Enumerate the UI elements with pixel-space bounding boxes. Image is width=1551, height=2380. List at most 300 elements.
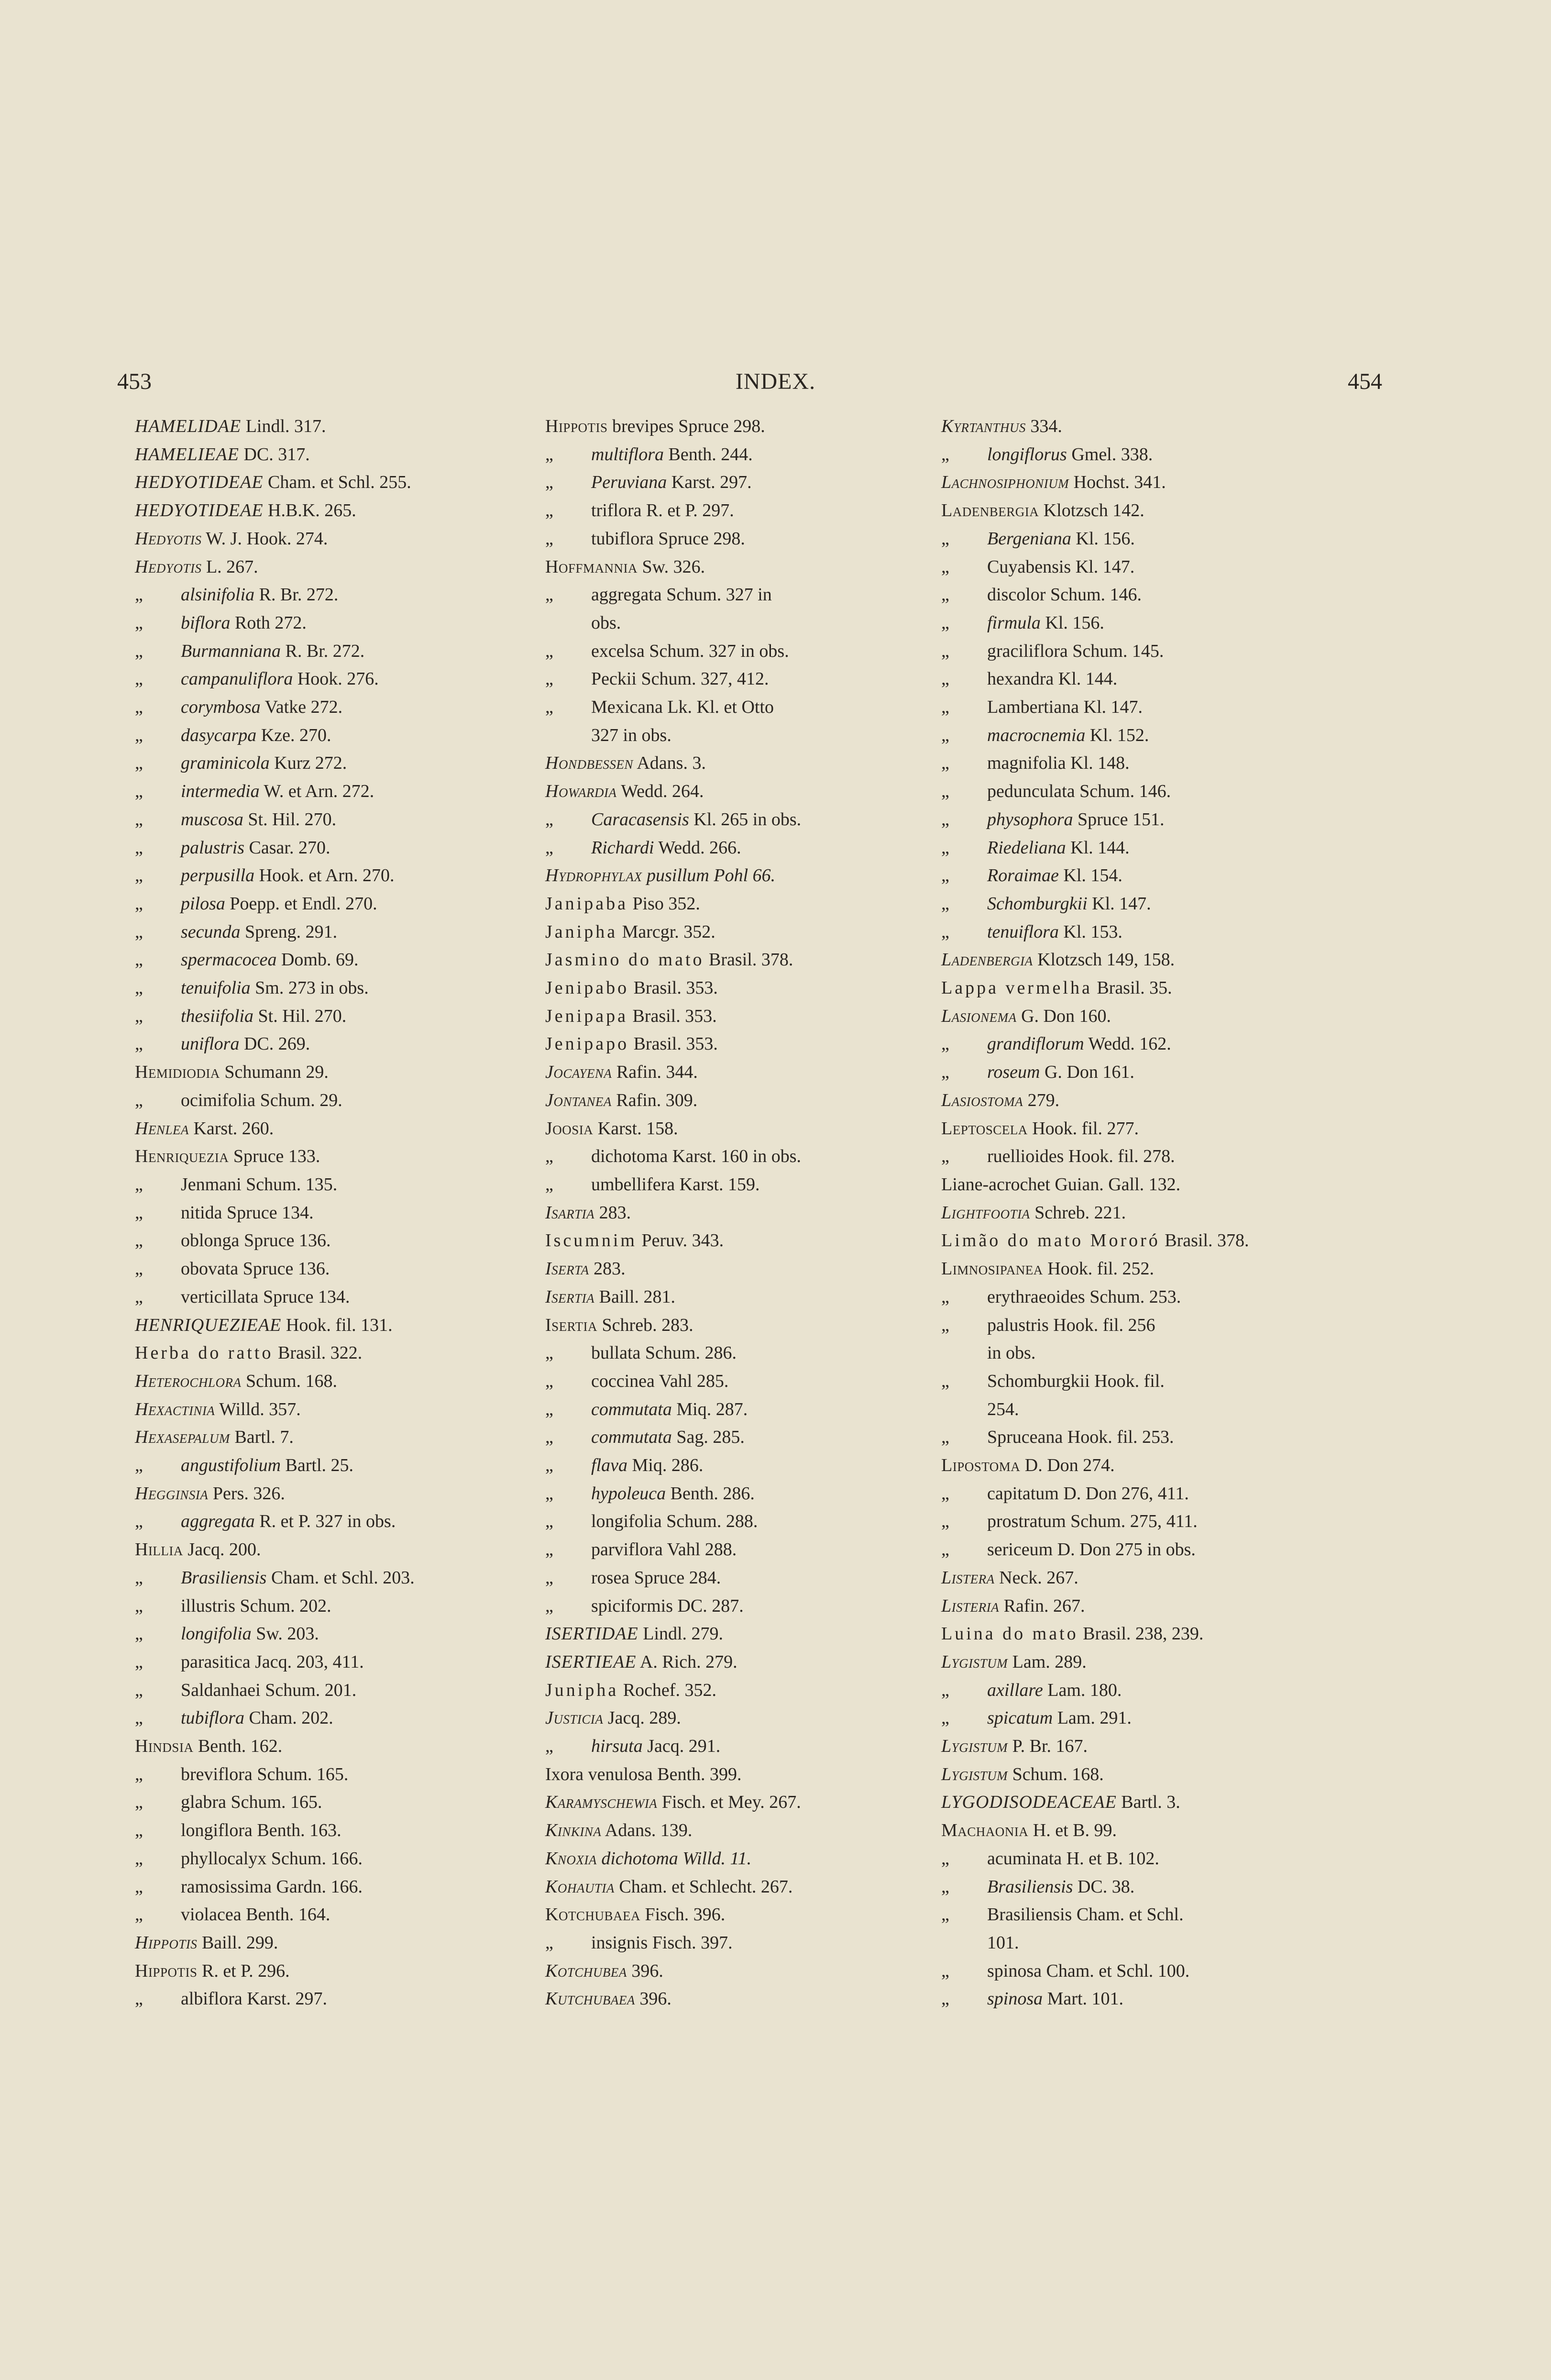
index-entry	[941, 441, 1348, 469]
index-entry	[135, 1199, 527, 1227]
index-entry	[545, 946, 952, 974]
ditto-mark: „	[941, 641, 949, 661]
index-entry	[135, 1648, 527, 1676]
index-entry	[941, 1845, 1348, 1873]
species-name: Cuyabensis	[987, 556, 1071, 577]
ditto-mark: „	[135, 893, 143, 914]
species-name: Mexicana	[591, 697, 663, 718]
entry-reference: brevipes Spruce 298.	[607, 416, 765, 436]
species-name: commutata	[591, 1427, 672, 1448]
entry-reference: P. Br. 167.	[1008, 1736, 1088, 1757]
index-entry	[545, 1592, 952, 1620]
entry-reference: Schum. 275, 411.	[1066, 1511, 1198, 1532]
ditto-mark: „	[941, 1483, 949, 1504]
index-entry	[135, 1002, 527, 1030]
entry-reference: Hook. fil. 277.	[1027, 1118, 1139, 1139]
index-entry	[941, 1002, 1348, 1030]
index-entry	[545, 1507, 952, 1536]
species-name: grandiflorum	[987, 1034, 1084, 1054]
entry-reference: Kl. 148.	[1066, 753, 1130, 774]
entry-reference: R. Br. 272.	[254, 585, 339, 605]
entry-reference: L. 267.	[201, 556, 258, 577]
entry-reference: Schumann 29.	[220, 1062, 329, 1083]
species-entry	[941, 525, 1135, 553]
species-name: longiflorus	[987, 444, 1067, 465]
entry-reference: Lindl. 317.	[241, 416, 326, 436]
entry-reference: R. et P. 296.	[197, 1960, 290, 1981]
index-entry	[941, 525, 1348, 553]
species-name: acuminata	[987, 1848, 1062, 1869]
index-entry	[941, 834, 1348, 862]
species-name: thesiifolia	[181, 1006, 253, 1026]
species-entry	[135, 1564, 415, 1592]
entry-reference: Lam. 180.	[1043, 1680, 1122, 1700]
ditto-mark: „	[135, 781, 143, 802]
species-name: insignis	[591, 1932, 648, 1953]
index-entry	[135, 412, 527, 441]
genus-name: Heterochlora	[135, 1371, 242, 1391]
index-entry	[941, 1676, 1348, 1705]
genus-name: Henriquezia	[135, 1146, 229, 1167]
ditto-mark: „	[135, 641, 143, 661]
ditto-mark: „	[941, 1286, 949, 1307]
index-entry	[941, 1480, 1348, 1508]
genus-name: Hindsia	[135, 1736, 194, 1757]
ditto-mark: „	[941, 809, 949, 830]
entry-reference: Piso 352.	[627, 893, 700, 914]
entry-reference: Brasil. 353.	[627, 1006, 717, 1026]
ditto-mark: „	[545, 1427, 553, 1448]
entry-reference: Schum. 146.	[1045, 585, 1142, 605]
index-entry	[545, 1648, 952, 1676]
index-entry	[135, 1058, 527, 1086]
entry-reference: Vahl 288.	[662, 1539, 737, 1560]
species-entry	[135, 1227, 330, 1255]
ditto-mark: „	[941, 753, 949, 774]
index-entry	[545, 1676, 952, 1705]
ditto-mark: „	[941, 1904, 949, 1925]
ditto-mark: „	[941, 1708, 949, 1728]
species-name: roseum	[987, 1062, 1040, 1083]
index-entry	[941, 637, 1348, 665]
index-entry	[545, 890, 952, 918]
ditto-mark: „	[135, 1259, 143, 1279]
species-name: umbellifera	[591, 1174, 675, 1195]
genus-name: Joosia	[545, 1118, 594, 1139]
species-entry	[135, 693, 342, 721]
family-name: HAMELIEAE	[135, 444, 239, 465]
species-entry	[135, 1030, 310, 1058]
genus-name: Kyrtanthus	[941, 416, 1026, 436]
entry-reference: Karst. 297.	[667, 472, 752, 493]
ditto-mark: „	[941, 1315, 949, 1335]
entry-reference: Brasil. 353.	[629, 978, 718, 998]
entry-reference: 396.	[627, 1960, 663, 1981]
vernacular-name: Jenipabo	[545, 978, 629, 998]
entry-reference: Roth 272.	[230, 612, 307, 633]
entry-reference: W. J. Hook. 274.	[201, 528, 328, 549]
entry-reference: Karst. 159.	[675, 1174, 760, 1195]
index-entry	[941, 1086, 1348, 1115]
entry-reference: Hook. fil.	[1089, 1371, 1165, 1391]
index-entry	[941, 721, 1348, 750]
genus-name: Lightfootia	[941, 1202, 1030, 1223]
index-entry	[545, 862, 952, 890]
species-name: tubiflora	[591, 528, 654, 549]
index-entry	[135, 1423, 527, 1451]
entry-reference: Wedd. 266.	[654, 837, 741, 858]
index-entry	[135, 693, 527, 721]
entry-reference: Brasil. 353.	[629, 1034, 718, 1054]
species-name: Spruceana	[987, 1427, 1063, 1448]
species-name: campanuliflora	[181, 669, 293, 689]
entry-reference: Benth. 163.	[252, 1820, 341, 1841]
entry-reference: Adans. 3.	[633, 753, 706, 774]
index-entry	[135, 1480, 527, 1508]
ditto-mark: „	[941, 669, 949, 689]
index-entry	[135, 1283, 527, 1311]
entry-reference: DC. 287.	[672, 1595, 744, 1616]
ditto-mark: „	[545, 1932, 553, 1953]
genus-name: Jocayena	[545, 1062, 612, 1083]
entry-reference: Brasil. 378.	[704, 950, 793, 970]
species-entry	[941, 1704, 1132, 1732]
ditto-mark: „	[135, 1764, 143, 1784]
index-entry	[135, 497, 527, 525]
species-entry	[545, 1339, 737, 1367]
index-entry	[135, 834, 527, 862]
species-name: nitida	[181, 1202, 222, 1223]
index-entry	[545, 1142, 952, 1171]
species-entry	[941, 1676, 1122, 1705]
species-name: aggregata	[181, 1511, 255, 1532]
index-entry	[941, 553, 1348, 581]
species-entry	[135, 890, 377, 918]
species-entry	[941, 1283, 1181, 1311]
ditto-mark: „	[545, 1736, 553, 1757]
index-entry	[941, 1395, 1348, 1424]
index-entry	[135, 525, 527, 553]
ditto-mark: „	[545, 472, 553, 493]
entry-reference: Spruce 284.	[629, 1567, 721, 1588]
index-entry	[135, 1929, 527, 1957]
entry-reference: Karst. 160 in obs.	[668, 1146, 802, 1167]
genus-name: Lygistum	[941, 1736, 1008, 1757]
ditto-mark: „	[941, 1062, 949, 1083]
vernacular-name: Janipaba	[545, 893, 628, 914]
species-entry	[941, 1367, 1165, 1395]
entry-reference: Fisch. 396.	[640, 1904, 726, 1925]
ditto-mark: „	[135, 1174, 143, 1195]
species-name: longifolia	[181, 1624, 252, 1644]
species-name: palustris	[181, 837, 245, 858]
index-entry	[941, 1564, 1348, 1592]
species-entry	[135, 1901, 330, 1929]
ditto-mark: „	[135, 1680, 143, 1700]
entry-reference: Spruce 151.	[1073, 809, 1165, 830]
ditto-mark: „	[135, 1989, 143, 2009]
ditto-mark: „	[545, 1595, 553, 1616]
species-name: Bergeniana	[987, 528, 1071, 549]
index-entry	[135, 637, 527, 665]
index-entry	[135, 1536, 527, 1564]
species-name: magnifolia	[987, 753, 1066, 774]
index-entry	[941, 918, 1348, 946]
species-entry	[941, 693, 1143, 721]
ditto-mark: „	[135, 1567, 143, 1588]
species-entry	[545, 693, 774, 721]
ditto-mark: „	[545, 1371, 553, 1391]
ditto-mark: „	[941, 556, 949, 577]
index-entry	[135, 1171, 527, 1199]
entry-reference: Bartl. 3.	[1116, 1792, 1180, 1813]
species-name: tubiflora	[181, 1708, 245, 1728]
entry-reference: Wedd. 264.	[616, 781, 704, 802]
index-entry	[545, 1873, 952, 1901]
species-name: ruellioides	[987, 1146, 1064, 1167]
index-entry	[135, 1142, 527, 1171]
species-name: parviflora	[591, 1539, 663, 1560]
species-name: parasitica	[181, 1651, 251, 1672]
index-entry	[135, 862, 527, 890]
genus-name: Hedyotis	[135, 556, 202, 577]
species-name: Richardi	[591, 837, 654, 858]
species-entry	[135, 1985, 327, 2013]
index-entry	[941, 1732, 1348, 1760]
entry-reference: Karst. 158.	[593, 1118, 678, 1139]
ditto-mark: „	[941, 1876, 949, 1897]
genus-name: Isartia	[545, 1202, 595, 1223]
species-entry	[135, 1845, 363, 1873]
species-name: tenuifolia	[181, 978, 251, 998]
index-entry	[941, 1985, 1348, 2013]
ditto-mark: „	[941, 697, 949, 718]
species-entry	[941, 665, 1117, 693]
entry-reference: Neck. 267.	[994, 1567, 1078, 1588]
index-entry	[135, 1115, 527, 1143]
entry-reference: Kl. 147.	[1071, 556, 1135, 577]
species-entry	[941, 1311, 1155, 1339]
entry-reference: Schum. 286.	[640, 1343, 737, 1363]
index-entry	[545, 1788, 952, 1816]
index-entry	[135, 1507, 527, 1536]
index-entry	[941, 1311, 1348, 1339]
index-entry	[135, 1339, 527, 1367]
ditto-mark: „	[941, 528, 949, 549]
species-name: flava	[591, 1455, 627, 1476]
species-name: corymbosa	[181, 697, 261, 718]
species-entry	[135, 806, 336, 834]
family-name: HAMELIDAE	[135, 416, 242, 436]
entry-reference: Bartl. 25.	[281, 1455, 354, 1476]
ditto-mark: „	[545, 585, 553, 605]
index-entry	[941, 1957, 1348, 1985]
species-entry	[135, 918, 337, 946]
species-entry	[941, 1536, 1196, 1564]
index-entry	[545, 806, 952, 834]
ditto-mark: „	[545, 528, 553, 549]
genus-name: Kohautia	[545, 1876, 615, 1897]
species-name: Peruviana	[591, 472, 667, 493]
ditto-mark: „	[941, 837, 949, 858]
species-name: alsinifolia	[181, 585, 255, 605]
species-entry	[941, 1142, 1175, 1171]
entry-reference: Schum. 135.	[241, 1174, 338, 1195]
genus-name: Hoffmannia	[545, 556, 638, 577]
index-entry	[545, 1985, 952, 2013]
species-name: spinosa	[987, 1960, 1042, 1981]
species-entry	[941, 1507, 1198, 1536]
index-entry	[941, 1171, 1348, 1199]
entry-reference: Kl. 147.	[1079, 697, 1143, 718]
species-entry	[135, 1648, 364, 1676]
entry-reference: Sag. 285.	[671, 1427, 745, 1448]
index-entry	[941, 1929, 1348, 1957]
index-entry	[941, 749, 1348, 777]
entry-reference: Hook. fil. 256	[1048, 1315, 1155, 1335]
index-entry	[545, 1255, 952, 1283]
index-entry	[545, 609, 952, 637]
genus-name: Lygistum	[941, 1651, 1008, 1672]
ditto-mark: „	[135, 1034, 143, 1054]
genus-name: Lasionema	[941, 1006, 1017, 1026]
entry-reference: Jacq. 200.	[183, 1539, 261, 1560]
species-name: Saldanhaei	[181, 1680, 261, 1700]
species-entry	[941, 581, 1142, 609]
index-entry	[941, 890, 1348, 918]
species-name: triflora	[591, 500, 642, 521]
species-entry	[941, 1985, 1123, 2013]
entry-reference: Schreb. 221.	[1030, 1202, 1126, 1223]
entry-reference: Kl. 156.	[1040, 612, 1104, 633]
entry-reference: D. Don 274.	[1020, 1455, 1115, 1476]
index-entry	[545, 777, 952, 806]
species-name: oblonga	[181, 1230, 240, 1251]
species-entry	[941, 806, 1164, 834]
species-name: intermedia	[181, 781, 260, 802]
family-name: HEDYOTIDEAE	[135, 472, 264, 493]
genus-name: Listera	[941, 1567, 995, 1588]
species-name: Burmanniana	[181, 641, 281, 661]
index-entry	[545, 1058, 952, 1086]
ditto-mark: „	[135, 978, 143, 998]
index-entry	[135, 1592, 527, 1620]
species-entry	[941, 553, 1134, 581]
entry-reference: Peruv. 343.	[637, 1230, 724, 1251]
entry-reference: dichotoma Willd. 11.	[596, 1848, 752, 1869]
index-column-2	[545, 412, 952, 2013]
index-entry	[941, 1030, 1348, 1058]
entry-reference: Schum. 168.	[241, 1371, 338, 1391]
entry-reference: Cham. et Schl.	[1072, 1904, 1184, 1925]
species-name: longifolia	[591, 1511, 662, 1532]
ditto-mark: „	[941, 1427, 949, 1448]
species-entry	[545, 1395, 748, 1424]
entry-reference: Jacq. 291.	[642, 1736, 721, 1757]
species-entry	[135, 1255, 330, 1283]
species-entry	[545, 665, 769, 693]
species-entry	[545, 1480, 755, 1508]
entry-reference: Hochst. 341.	[1069, 472, 1166, 493]
species-name: Roraimae	[987, 865, 1059, 886]
ditto-mark: „	[941, 1960, 949, 1981]
species-name: bullata	[591, 1343, 641, 1363]
ditto-mark: „	[545, 697, 553, 718]
entry-reference: R. et P. 327 in obs.	[254, 1511, 396, 1532]
ditto-mark: „	[545, 1483, 553, 1504]
index-entry	[545, 1002, 952, 1030]
species-entry	[941, 777, 1171, 806]
index-entry	[545, 1115, 952, 1143]
species-name: Jenmani	[181, 1174, 242, 1195]
index-entry	[941, 1507, 1348, 1536]
species-name: spermacocea	[181, 950, 277, 970]
species-name: aggregata	[591, 585, 662, 605]
genus-name: Hexactinia	[135, 1399, 215, 1419]
ditto-mark: „	[941, 1680, 949, 1700]
entry-reference: 283.	[589, 1259, 626, 1279]
entry-reference: Lam. 289.	[1008, 1651, 1087, 1672]
species-name: Riedeliana	[987, 837, 1066, 858]
species-name: capitatum	[987, 1483, 1059, 1504]
ditto-mark: „	[941, 1511, 949, 1532]
entry-reference: Miq. 287.	[671, 1399, 748, 1419]
species-name: pedunculata	[987, 781, 1075, 802]
species-name: glabra	[181, 1792, 226, 1813]
species-entry	[545, 1929, 733, 1957]
entry-reference: Schum. 165.	[226, 1792, 322, 1813]
ditto-mark: „	[941, 1989, 949, 2009]
ditto-mark: „	[135, 1090, 143, 1110]
species-name: commutata	[591, 1399, 672, 1419]
index-entry	[545, 637, 952, 665]
entry-reference: Hook. fil. 252.	[1043, 1259, 1154, 1279]
entry-reference: Hook. et Arn. 270.	[254, 865, 395, 886]
ditto-mark: „	[941, 921, 949, 942]
entry-reference: Karst. 297.	[242, 1989, 328, 2009]
genus-name: Lygistum	[941, 1764, 1008, 1784]
vernacular-name: Junipha	[545, 1680, 619, 1700]
species-entry	[941, 862, 1122, 890]
species-entry	[941, 1480, 1189, 1508]
family-name: LYGODISODEACEAE	[941, 1792, 1117, 1813]
family-name: HENRIQUEZIEAE	[135, 1315, 282, 1335]
species-entry	[941, 1845, 1159, 1873]
ditto-mark: „	[941, 781, 949, 802]
index-entry	[545, 1030, 952, 1058]
entry-reference: Sw. 326.	[637, 556, 705, 577]
index-entry	[941, 412, 1348, 441]
index-entry	[941, 1367, 1348, 1395]
species-entry	[545, 525, 745, 553]
entry-reference: Benth. 286.	[666, 1483, 755, 1504]
index-entry	[135, 1676, 527, 1705]
entry-reference: Schum. 202.	[235, 1595, 331, 1616]
index-entry	[135, 890, 527, 918]
index-entry	[135, 1901, 527, 1929]
index-entry	[545, 1816, 952, 1845]
index-entry	[941, 806, 1348, 834]
species-entry	[135, 1620, 319, 1648]
entry-reference: Kl. 152.	[1085, 725, 1149, 745]
genus-name: Karamyschewia	[545, 1792, 658, 1813]
index-entry	[941, 862, 1348, 890]
species-entry	[135, 1704, 333, 1732]
entry-reference: Baill. 281.	[594, 1286, 676, 1307]
genus-name: Hedyotis	[135, 528, 202, 549]
entry-reference: Hook. fil. 278.	[1064, 1146, 1175, 1167]
entry-reference: Kurz 272.	[269, 753, 347, 774]
